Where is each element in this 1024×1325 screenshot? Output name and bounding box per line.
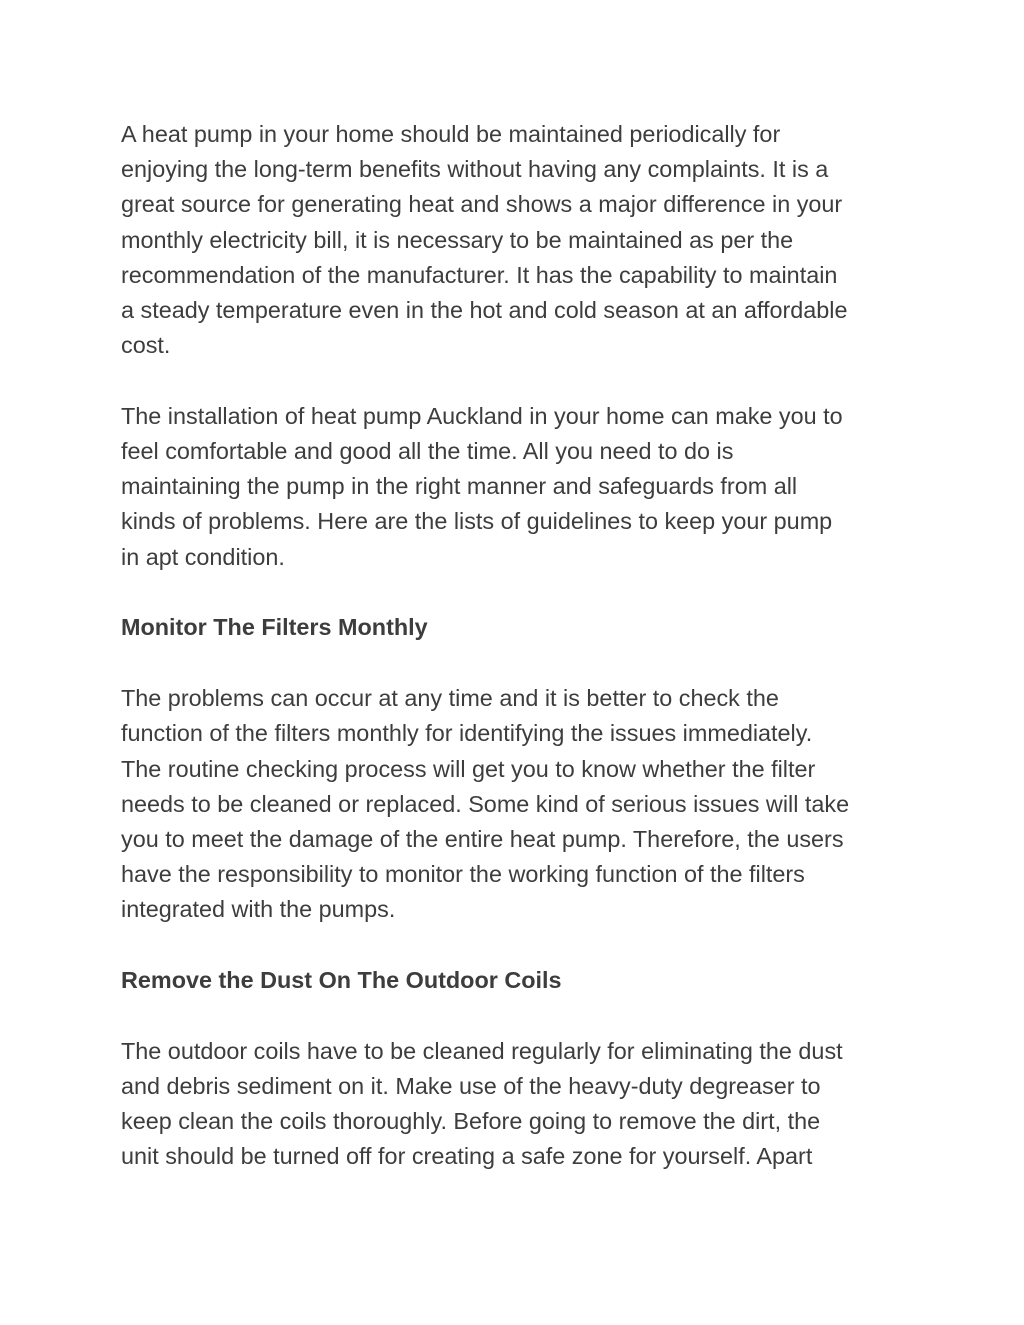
text-line: The outdoor coils have to be cleaned regularly for eliminating the dust [121,1037,843,1064]
paragraph-spacer [121,646,921,682]
section-heading-coils: Remove the Dust On The Outdoor Coils [121,967,562,994]
text-line: a steady temperature even in the hot and cold season at an affordable [121,296,848,323]
text-line: cost. [121,332,171,359]
text-line: kinds of problems. Here are the lists of guidelines to keep your pump [121,508,833,535]
text-line: unit should be turned off for creating a safe zone for yourself. Apart [121,1143,813,1170]
text-line: and debris sediment on it. Make use of the heavy-duty degreaser to [121,1073,821,1100]
section-heading-filters: Monitor The Filters Monthly [121,614,428,641]
paragraph-intro [121,117,921,363]
text-line: you to meet the damage of the entire heat pump. Therefore, the users [121,825,844,852]
text-line: feel comfortable and good all the time. All you need to do is [121,438,734,465]
paragraph-spacer [121,575,921,611]
text-line: enjoying the long-term benefits without having any complaints. It is a [121,156,829,183]
text-line: The routine checking process will get you to know whether the filter [121,755,816,782]
text-line: monthly electricity bill, it is necessary to be maintained as per the [121,226,794,253]
paragraph-coils [121,1034,921,1175]
paragraph-spacer [121,998,921,1034]
text-line: have the responsibility to monitor the working function of the filters [121,861,805,888]
document-body [121,117,921,1175]
text-line: maintaining the pump in the right manner and safeguards from all [121,473,798,500]
text-line: great source for generating heat and shows a major difference in your [121,191,843,218]
paragraph-spacer [121,363,921,399]
text-line: recommendation of the manufacturer. It has the capability to maintain [121,261,838,288]
text-line: function of the filters monthly for identifying the issues immediately. [121,720,813,747]
text-line: keep clean the coils thoroughly. Before going to remove the dirt, the [121,1108,821,1135]
text-line: The problems can occur at any time and it is better to check the [121,685,779,712]
paragraph-spacer [121,928,921,964]
paragraph-installation [121,399,921,575]
text-line: integrated with the pumps. [121,896,396,923]
text-line: needs to be cleaned or replaced. Some kind of serious issues will take [121,790,850,817]
text-line: The installation of heat pump Auckland in your home can make you to [121,402,843,429]
text-line: in apt condition. [121,543,285,570]
paragraph-filters [121,681,921,927]
text-line: A heat pump in your home should be maintained periodically for [121,121,781,147]
